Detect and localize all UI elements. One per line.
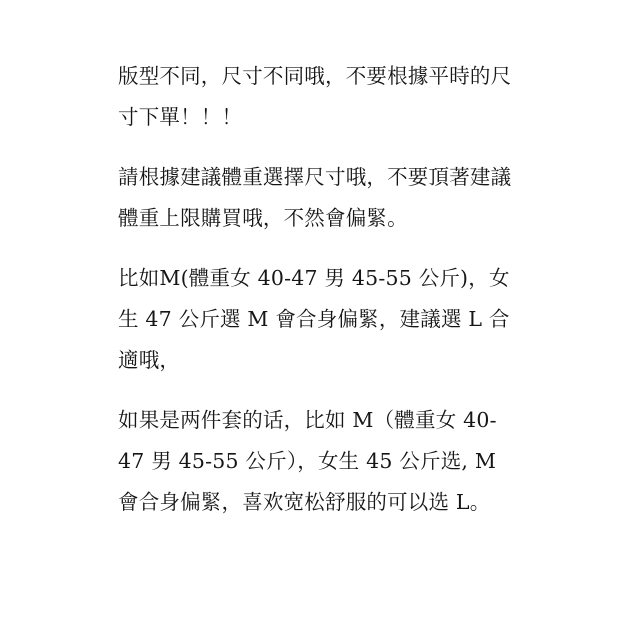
- paragraph-weight-recommendation: 請根據建議體重選擇尺寸哦，不要頂著建議體重上限購買哦，不然會偏緊。: [118, 165, 512, 230]
- paragraph-example-medium: 比如M(體重女 40-47 男 45-55 公斤)，女生 47 公斤選 M 會合身偏緊，建議選 L 合適哦，: [118, 266, 510, 372]
- paragraph-two-piece-set: 如果是两件套的话，比如 M（體重女 40-47 男 45-55 公斤），女生 45 公斤选, M 會合身偏緊，喜欢宽松舒服的可以选 L。: [118, 408, 497, 514]
- paragraph-size-varies: 版型不同，尺寸不同哦，不要根據平時的尺寸下單！！！: [118, 64, 512, 129]
